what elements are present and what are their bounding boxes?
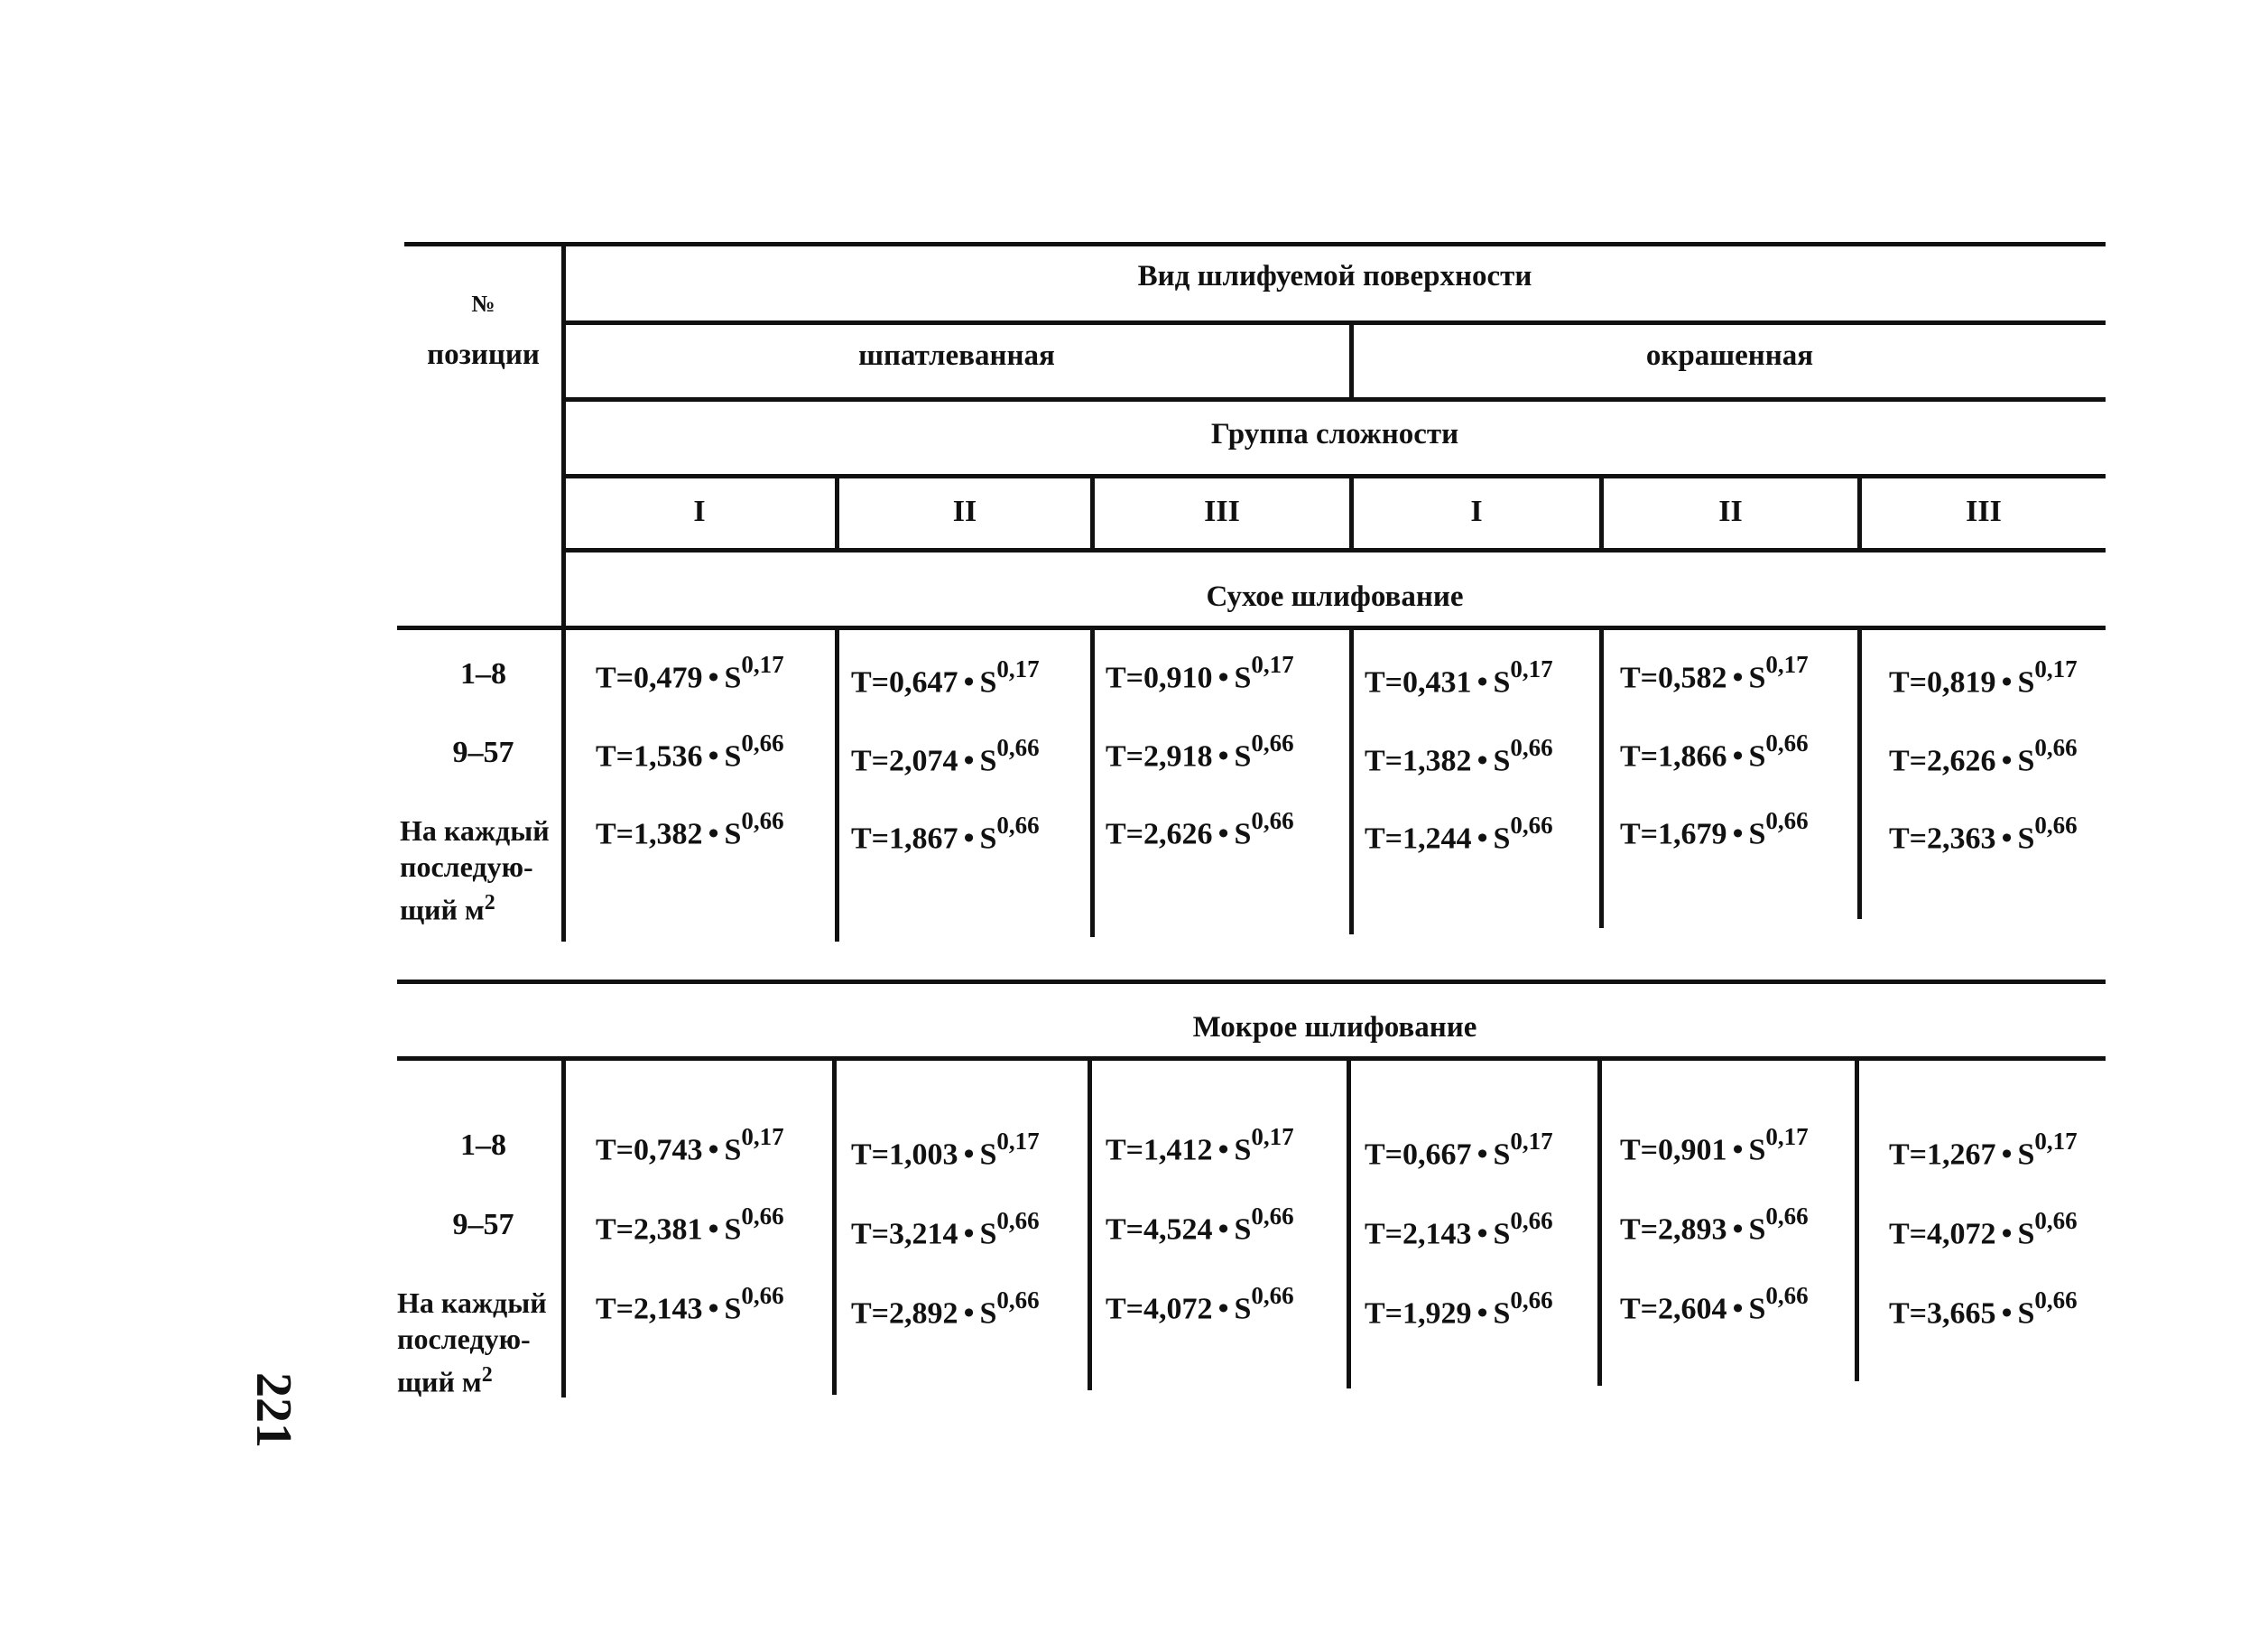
formula-coefficient: T=2,918 xyxy=(1106,739,1213,774)
formula-exponent: 0,66 xyxy=(1765,1202,1809,1230)
area-variable: S xyxy=(724,817,742,851)
formula-exponent: 0,66 xyxy=(2034,812,2078,839)
formula-exponent: 0,66 xyxy=(741,1202,784,1230)
multiply-dot: • xyxy=(1732,817,1744,851)
formula-exponent: 0,17 xyxy=(741,1123,784,1150)
formula-exponent: 0,66 xyxy=(1765,807,1809,834)
dry-formula-r3-c6 xyxy=(1889,812,2078,856)
formula-exponent: 0,66 xyxy=(1510,734,1553,761)
formula-exponent: 0,66 xyxy=(741,807,784,834)
multiply-dot: • xyxy=(1217,1133,1229,1167)
area-variable: S xyxy=(979,1296,997,1331)
formula-exponent: 0,66 xyxy=(741,1282,784,1309)
formula-coefficient: T=1,929 xyxy=(1365,1296,1472,1331)
rule-under-groups xyxy=(564,548,2106,552)
formula-exponent: 0,66 xyxy=(996,1207,1040,1234)
dry-vrule-4 xyxy=(1599,626,1604,928)
area-variable: S xyxy=(1493,822,1511,856)
multiply-dot: • xyxy=(2001,1138,2013,1172)
area-variable: S xyxy=(724,661,742,695)
multiply-dot: • xyxy=(708,1133,719,1167)
area-variable: S xyxy=(1748,661,1766,695)
wet-vrule-2 xyxy=(1088,1056,1092,1390)
formula-exponent: 0,17 xyxy=(1251,1123,1294,1150)
area-variable: S xyxy=(1748,739,1766,774)
wet-formula-r1-c1 xyxy=(596,1123,784,1167)
formula-exponent: 0,66 xyxy=(1251,1282,1294,1309)
formula-exponent: 0,17 xyxy=(2034,655,2078,682)
formula-coefficient: T=2,892 xyxy=(851,1296,958,1331)
wet-row-label-3-line2: последую- xyxy=(397,1323,531,1355)
wet-formula-r2-c3 xyxy=(1106,1202,1294,1247)
area-variable: S xyxy=(724,1212,742,1247)
rule-top xyxy=(404,242,2106,246)
multiply-dot: • xyxy=(1217,817,1229,851)
formula-coefficient: T=1,679 xyxy=(1620,817,1727,851)
dry-row-label-3-line2: последую- xyxy=(400,850,533,883)
group-header-3: III xyxy=(1204,495,1240,528)
surface-painted-header: окрашенная xyxy=(1645,339,1814,372)
dry-vrule-3 xyxy=(1349,626,1354,934)
formula-exponent: 0,66 xyxy=(1251,1202,1294,1230)
dry-formula-r1-c4 xyxy=(1365,655,1553,700)
dry-formula-r2-c2 xyxy=(851,734,1040,778)
formula-exponent: 0,66 xyxy=(1510,812,1553,839)
dry-formula-r2-c1 xyxy=(596,729,784,774)
dry-vrule-2 xyxy=(1090,626,1095,937)
area-variable: S xyxy=(1234,1292,1252,1326)
dry-formula-r1-c1 xyxy=(596,651,784,695)
group-header-2: II xyxy=(952,495,977,528)
formula-exponent: 0,17 xyxy=(741,651,784,678)
dry-formula-r2-c5 xyxy=(1620,729,1809,774)
dry-formula-r2-c4 xyxy=(1365,734,1553,778)
formula-exponent: 0,17 xyxy=(1251,651,1294,678)
dry-section-title: Сухое шлифование xyxy=(1206,580,1464,613)
multiply-dot: • xyxy=(1732,661,1744,695)
formula-exponent: 0,66 xyxy=(996,734,1040,761)
area-variable: S xyxy=(979,744,997,778)
multiply-dot: • xyxy=(2001,744,2013,778)
area-variable: S xyxy=(724,739,742,774)
formula-coefficient: T=1,412 xyxy=(1106,1133,1213,1167)
formula-exponent: 0,17 xyxy=(1510,655,1553,682)
multiply-dot: • xyxy=(1732,1212,1744,1247)
multiply-dot: • xyxy=(1217,1212,1229,1247)
formula-coefficient: T=1,003 xyxy=(851,1138,958,1172)
wet-formula-r1-c6 xyxy=(1889,1128,2078,1172)
wet-formula-r1-c2 xyxy=(851,1128,1040,1172)
dry-formula-r1-c2 xyxy=(851,655,1040,700)
area-variable: S xyxy=(1493,1296,1511,1331)
area-variable: S xyxy=(1493,665,1511,700)
surface-type-header: Вид шлифуемой поверхности xyxy=(1137,260,1532,292)
formula-exponent: 0,66 xyxy=(996,812,1040,839)
area-variable: S xyxy=(1234,1212,1252,1247)
wet-vrule-1 xyxy=(832,1056,837,1395)
area-variable: S xyxy=(1234,739,1252,774)
multiply-dot: • xyxy=(963,1138,975,1172)
formula-exponent: 0,66 xyxy=(1251,807,1294,834)
formula-coefficient: T=1,866 xyxy=(1620,739,1727,774)
multiply-dot: • xyxy=(963,822,975,856)
multiply-dot: • xyxy=(1477,744,1488,778)
formula-exponent: 0,66 xyxy=(996,1286,1040,1314)
formula-coefficient: T=2,893 xyxy=(1620,1212,1727,1247)
area-variable: S xyxy=(979,1217,997,1251)
dry-vrule-1 xyxy=(835,626,839,942)
formula-coefficient: T=2,074 xyxy=(851,744,958,778)
formula-exponent: 0,17 xyxy=(996,1128,1040,1155)
formula-coefficient: T=1,244 xyxy=(1365,822,1472,856)
wet-formula-r3-c1 xyxy=(596,1282,784,1326)
formula-coefficient: T=2,604 xyxy=(1620,1292,1727,1326)
formula-coefficient: T=3,665 xyxy=(1889,1296,1996,1331)
wet-row-label-3-sup: 2 xyxy=(481,1363,493,1387)
area-variable: S xyxy=(2017,1296,2035,1331)
area-variable: S xyxy=(1493,1138,1511,1172)
multiply-dot: • xyxy=(1732,1292,1744,1326)
formula-coefficient: T=0,743 xyxy=(596,1133,703,1167)
formula-coefficient: T=1,267 xyxy=(1889,1138,1996,1172)
formula-coefficient: T=0,901 xyxy=(1620,1133,1727,1167)
dry-row-label-3 xyxy=(400,812,571,928)
dry-formula-r2-c6 xyxy=(1889,734,2078,778)
formula-exponent: 0,66 xyxy=(2034,734,2078,761)
position-col-header-symbol: № xyxy=(471,291,495,317)
formula-coefficient: T=4,072 xyxy=(1106,1292,1213,1326)
area-variable: S xyxy=(1748,817,1766,851)
wet-formula-r2-c1 xyxy=(596,1202,784,1247)
area-variable: S xyxy=(979,822,997,856)
formula-coefficient: T=0,667 xyxy=(1365,1138,1472,1172)
wet-row-label-3 xyxy=(397,1285,569,1400)
formula-coefficient: T=0,582 xyxy=(1620,661,1727,695)
multiply-dot: • xyxy=(1217,661,1229,695)
wet-section-title: Мокрое шлифование xyxy=(1192,1011,1477,1044)
formula-coefficient: T=1,382 xyxy=(596,817,703,851)
dry-formula-r3-c4 xyxy=(1365,812,1553,856)
multiply-dot: • xyxy=(1477,1296,1488,1331)
area-variable: S xyxy=(1234,661,1252,695)
area-variable: S xyxy=(2017,744,2035,778)
area-variable: S xyxy=(724,1292,742,1326)
area-variable: S xyxy=(2017,822,2035,856)
wet-formula-r1-c4 xyxy=(1365,1128,1553,1172)
formula-coefficient: T=2,626 xyxy=(1889,744,1996,778)
complexity-group-header: Группа сложности xyxy=(1210,418,1459,450)
multiply-dot: • xyxy=(1732,739,1744,774)
formula-exponent: 0,66 xyxy=(1510,1207,1553,1234)
wet-formula-r3-c3 xyxy=(1106,1282,1294,1326)
dry-row-label-3-line3-wrap xyxy=(400,885,571,928)
formula-coefficient: T=0,819 xyxy=(1889,665,1996,700)
formula-exponent: 0,17 xyxy=(1765,1123,1809,1150)
formula-exponent: 0,66 xyxy=(1765,729,1809,757)
multiply-dot: • xyxy=(708,1212,719,1247)
formula-coefficient: T=4,524 xyxy=(1106,1212,1213,1247)
wet-vrule-3 xyxy=(1347,1056,1351,1388)
area-variable: S xyxy=(979,1138,997,1172)
formula-coefficient: T=4,072 xyxy=(1889,1217,1996,1251)
area-variable: S xyxy=(2017,665,2035,700)
dry-row-label-2: 9–57 xyxy=(452,736,514,769)
wet-vrule-4 xyxy=(1597,1056,1602,1386)
area-variable: S xyxy=(1748,1212,1766,1247)
multiply-dot: • xyxy=(1477,1138,1488,1172)
wet-row-label-3-line3: щий м xyxy=(397,1365,482,1398)
wet-formula-r3-c6 xyxy=(1889,1286,2078,1331)
multiply-dot: • xyxy=(1477,665,1488,700)
multiply-dot: • xyxy=(1732,1133,1744,1167)
wet-formula-r3-c4 xyxy=(1365,1286,1553,1331)
multiply-dot: • xyxy=(1217,739,1229,774)
area-variable: S xyxy=(979,665,997,700)
wet-row-label-3-line1: На каждый xyxy=(397,1286,547,1319)
multiply-dot: • xyxy=(708,739,719,774)
multiply-dot: • xyxy=(2001,822,2013,856)
multiply-dot: • xyxy=(1477,1217,1488,1251)
wet-row-label-2: 9–57 xyxy=(452,1208,514,1241)
formula-coefficient: T=0,431 xyxy=(1365,665,1472,700)
rule-under-surface-type xyxy=(564,320,2106,325)
dry-formula-r2-c3 xyxy=(1106,729,1294,774)
formula-exponent: 0,66 xyxy=(741,729,784,757)
group-header-4: I xyxy=(1470,495,1483,528)
formula-coefficient: T=3,214 xyxy=(851,1217,958,1251)
dry-formula-r1-c6 xyxy=(1889,655,2078,700)
formula-exponent: 0,17 xyxy=(1765,651,1809,678)
position-col-header: позиции xyxy=(427,339,540,371)
formula-coefficient: T=1,536 xyxy=(596,739,703,774)
dry-row-label-3-line3: щий м xyxy=(400,893,485,926)
dry-formula-r1-c3 xyxy=(1106,651,1294,695)
formula-coefficient: T=0,479 xyxy=(596,661,703,695)
rule-under-wet-title xyxy=(397,1056,2106,1061)
formula-coefficient: T=2,143 xyxy=(1365,1217,1472,1251)
wet-row-label-1: 1–8 xyxy=(460,1128,506,1162)
formula-coefficient: T=0,647 xyxy=(851,665,958,700)
multiply-dot: • xyxy=(2001,665,2013,700)
multiply-dot: • xyxy=(1217,1292,1229,1326)
formula-exponent: 0,66 xyxy=(2034,1207,2078,1234)
group-header-6: III xyxy=(1966,495,2002,528)
dry-formula-r1-c5 xyxy=(1620,651,1809,695)
surface-puttied-header: шпатлеванная xyxy=(858,339,1055,372)
dry-formula-r3-c1 xyxy=(596,807,784,851)
dry-row-label-1: 1–8 xyxy=(460,657,506,691)
group-header-1: I xyxy=(693,495,706,528)
formula-coefficient: T=1,382 xyxy=(1365,744,1472,778)
wet-formula-r2-c2 xyxy=(851,1207,1040,1251)
area-variable: S xyxy=(1748,1292,1766,1326)
area-variable: S xyxy=(1234,1133,1252,1167)
multiply-dot: • xyxy=(708,1292,719,1326)
area-variable: S xyxy=(2017,1138,2035,1172)
formula-exponent: 0,66 xyxy=(1251,729,1294,757)
dry-formula-r3-c2 xyxy=(851,812,1040,856)
multiply-dot: • xyxy=(963,665,975,700)
wet-row-label-3-line3-wrap xyxy=(397,1357,569,1400)
dry-vrule-5 xyxy=(1857,626,1862,919)
area-variable: S xyxy=(724,1133,742,1167)
formula-exponent: 0,66 xyxy=(2034,1286,2078,1314)
wet-formula-r2-c6 xyxy=(1889,1207,2078,1251)
group-header-5: II xyxy=(1718,495,1743,528)
wet-vrule-5 xyxy=(1855,1056,1859,1381)
dry-row-label-3-sup: 2 xyxy=(484,891,495,915)
dry-row-label-3-line1: На каждый xyxy=(400,814,550,847)
dry-formula-r3-c3 xyxy=(1106,807,1294,851)
area-variable: S xyxy=(1748,1133,1766,1167)
page-number: 221 xyxy=(245,1372,301,1448)
area-variable: S xyxy=(1234,817,1252,851)
wet-formula-r2-c5 xyxy=(1620,1202,1809,1247)
formula-exponent: 0,66 xyxy=(1510,1286,1553,1314)
rule-under-dry-title xyxy=(397,626,2106,630)
multiply-dot: • xyxy=(963,1296,975,1331)
multiply-dot: • xyxy=(708,817,719,851)
rule-under-complexity xyxy=(564,474,2106,478)
formula-coefficient: T=2,363 xyxy=(1889,822,1996,856)
formula-exponent: 0,17 xyxy=(1510,1128,1553,1155)
formula-coefficient: T=2,626 xyxy=(1106,817,1213,851)
area-variable: S xyxy=(2017,1217,2035,1251)
formula-exponent: 0,17 xyxy=(996,655,1040,682)
wet-formula-r3-c2 xyxy=(851,1286,1040,1331)
dry-formula-r3-c5 xyxy=(1620,807,1809,851)
rule-above-wet-title xyxy=(397,980,2106,984)
formula-coefficient: T=1,867 xyxy=(851,822,958,856)
wet-formula-r1-c5 xyxy=(1620,1123,1809,1167)
area-variable: S xyxy=(1493,744,1511,778)
formula-coefficient: T=2,381 xyxy=(596,1212,703,1247)
multiply-dot: • xyxy=(963,744,975,778)
rule-under-surfaces xyxy=(564,397,2106,402)
multiply-dot: • xyxy=(708,661,719,695)
multiply-dot: • xyxy=(963,1217,975,1251)
wet-formula-r3-c5 xyxy=(1620,1282,1809,1326)
formula-exponent: 0,66 xyxy=(1765,1282,1809,1309)
formula-coefficient: T=0,910 xyxy=(1106,661,1213,695)
area-variable: S xyxy=(1493,1217,1511,1251)
formula-exponent: 0,17 xyxy=(2034,1128,2078,1155)
wet-formula-r1-c3 xyxy=(1106,1123,1294,1167)
multiply-dot: • xyxy=(2001,1217,2013,1251)
wet-formula-r2-c4 xyxy=(1365,1207,1553,1251)
multiply-dot: • xyxy=(2001,1296,2013,1331)
formula-coefficient: T=2,143 xyxy=(596,1292,703,1326)
multiply-dot: • xyxy=(1477,822,1488,856)
